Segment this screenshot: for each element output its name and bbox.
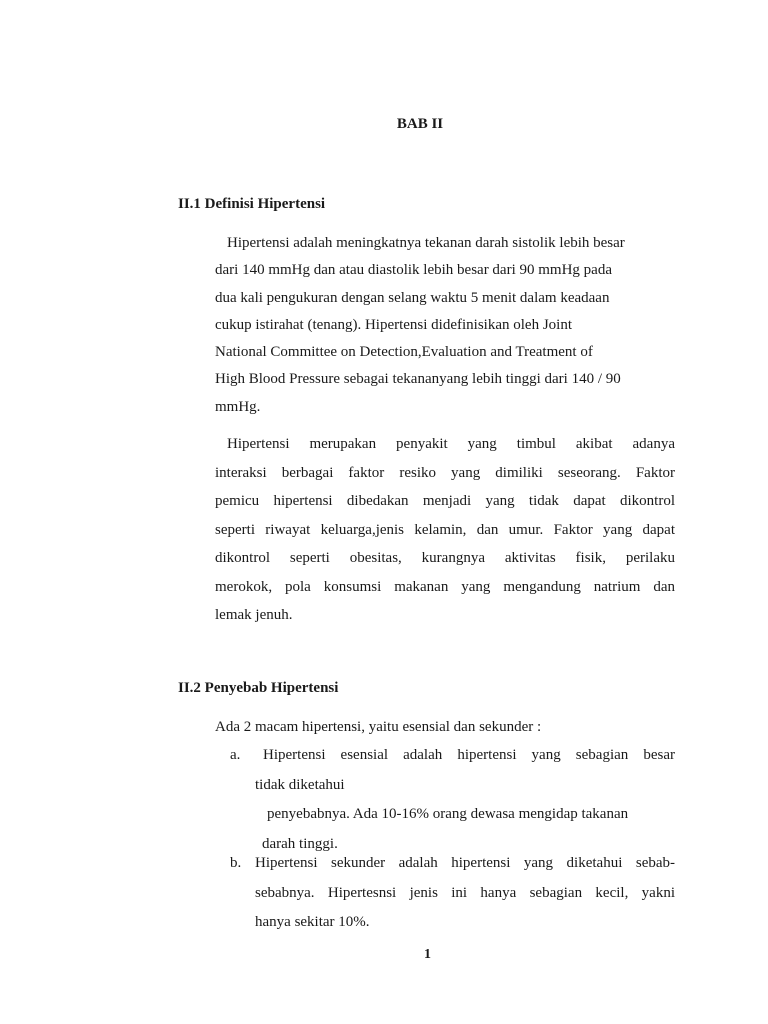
paragraph-line: interaksi berbagai faktor resiko yang dimiliki seseorang. Faktor	[215, 464, 675, 481]
paragraph-line: dikontrol seperti obesitas, kurangnya aktivitas fisik, perilaku	[215, 550, 675, 566]
paragraph-line: dari 140 mmHg dan atau diastolik lebih besar dari 90 mmHg pada	[215, 262, 612, 279]
paragraph-line: seperti riwayat keluarga,jenis kelamin, dan umur. Faktor yang dapat	[215, 521, 675, 538]
list-item-body	[255, 849, 675, 938]
list-marker: b.	[230, 855, 242, 871]
list-item-line: sebabnya. Hipertesnsi jenis ini hanya sebagian kecil, yakni	[255, 884, 675, 901]
paragraph-line: mmHg.	[215, 398, 261, 415]
paragraph-line: merokok, pola konsumsi makanan yang mengandung natrium dan	[215, 578, 675, 595]
list-item-line: Hipertensi sekunder adalah hipertensi yang diketahui sebab-	[255, 855, 675, 871]
list-item-line: Hipertensi esensial adalah hipertensi yang sebagian besar	[263, 747, 675, 763]
paragraph-line: cukup istirahat (tenang). Hipertensi didefinisikan oleh Joint	[215, 316, 572, 333]
chapter-title: BAB II	[396, 116, 444, 132]
section-heading-penyebab: II.2 Penyebab Hipertensi	[178, 680, 339, 696]
list-marker: a.	[230, 747, 241, 763]
paragraph-line: National Committee on Detection,Evaluation and Treatment of	[215, 344, 593, 361]
paragraph-line: High Blood Pressure sebagai tekananyang lebih tinggi dari 140 / 90	[215, 371, 621, 388]
paragraph-line: Hipertensi merupakan penyakit yang timbul akibat adanya	[227, 436, 675, 452]
paragraph-line: dua kali pengukuran dengan selang waktu 5 menit dalam keadaan	[215, 289, 610, 306]
section-heading-definisi: II.1 Definisi Hipertensi	[178, 196, 326, 212]
list-item-line: darah tinggi.	[262, 835, 338, 852]
list-item-line: hanya sekitar 10%.	[255, 914, 370, 930]
paragraph-line: pemicu hipertensi dibedakan menjadi yang tidak dapat dikontrol	[215, 493, 675, 509]
page-number: 1	[424, 947, 431, 962]
paragraph-definisi	[215, 230, 675, 421]
paragraph-faktor	[215, 430, 675, 630]
list-item-body	[255, 741, 675, 859]
paragraph-line: lemak jenuh.	[215, 607, 293, 623]
list-item-line: penyebabnya. Ada 10-16% orang dewasa mengidap takanan	[267, 806, 629, 822]
paragraph-line: Hipertensi adalah meningkatnya tekanan darah sistolik lebih besar	[227, 235, 625, 251]
paragraph-intro: Ada 2 macam hipertensi, yaitu esensial dan sekunder :	[215, 719, 542, 735]
list-item-line: tidak diketahui	[255, 776, 345, 793]
